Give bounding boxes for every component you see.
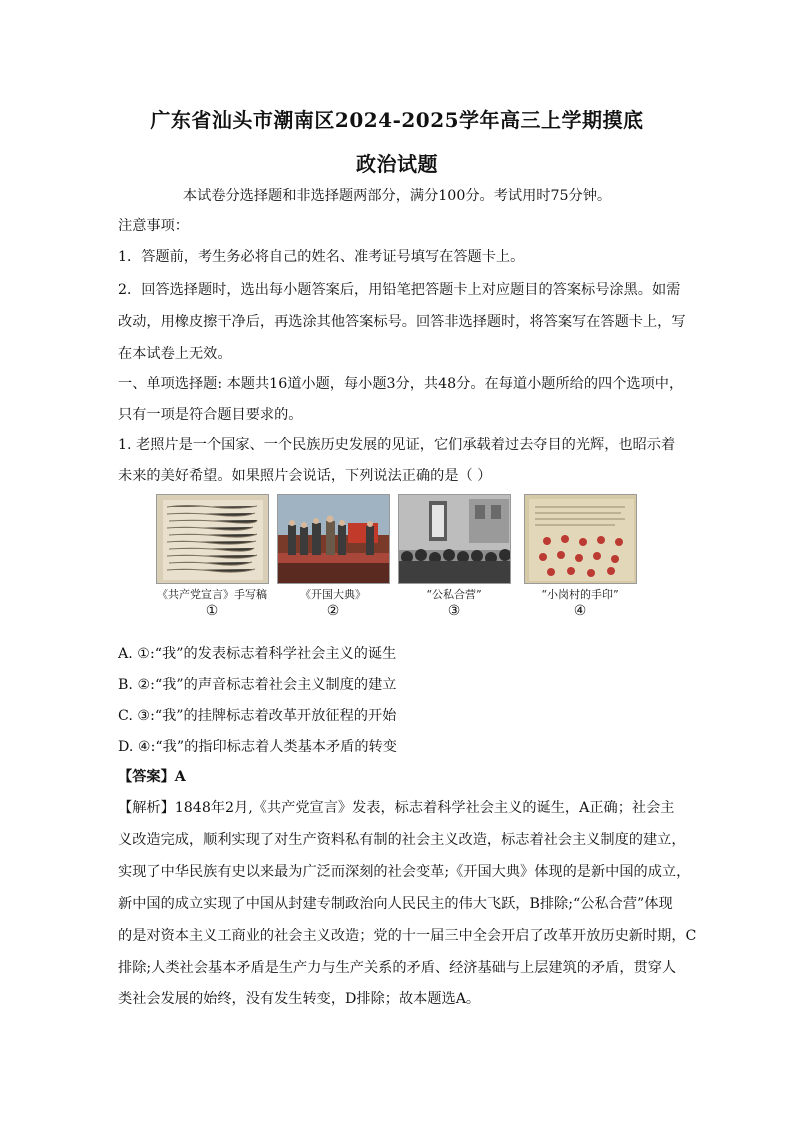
- photo-caption: “公私合营”: [426, 588, 482, 601]
- photo-number: ①: [205, 603, 219, 619]
- option-a: A. ①:“我”的发表标志着科学社会主义的诞生: [118, 646, 397, 662]
- notes-heading: 注意事项：: [118, 218, 189, 234]
- note-item-2-line: 在本试卷上无效。: [118, 346, 232, 362]
- section-heading-line: 一、单项选择题: 本题共16道小题，每小题3分，共48分。在每道小题所给的四个选项中，: [118, 376, 684, 392]
- exam-title: 广东省汕头市潮南区2024-2025学年高三上学期摸底: [150, 108, 644, 132]
- question-stem-line: 未来的美好希望。如果照片会说话，下列说法正确的是（ ）: [118, 468, 492, 484]
- photo-number: ④: [573, 603, 587, 619]
- analysis-line: 类社会发展的始终，没有发生转变，D排除；故本题选A。: [118, 991, 481, 1007]
- exam-intro: 本试卷分选择题和非选择题两部分，满分100分。考试用时75分钟。: [182, 188, 612, 204]
- note-item-1: 1．答题前，考生务必将自己的姓名、准考证号填写在答题卡上。: [118, 249, 525, 265]
- manifesto-manuscript-photo: [156, 494, 269, 584]
- photo-caption: “小岗村的手印”: [541, 588, 619, 601]
- photo-strip: [150, 494, 640, 624]
- question-stem-line: 1. 老照片是一个国家、一个民族历史发展的见证，它们承载着过去夺目的光辉，也昭示着: [118, 437, 676, 453]
- analysis-line: 【解析】1848年2月,《共产党宣言》发表，标志着科学社会主义的诞生，A正确；社会主: [118, 800, 675, 816]
- answer-label: 【答案】A: [118, 769, 186, 785]
- option-d: D. ④:“我”的指印标志着人类基本矛盾的转变: [118, 739, 397, 755]
- photo-number: ②: [326, 603, 340, 619]
- option-c: C. ③:“我”的挂牌标志着改革开放征程的开始: [118, 708, 397, 724]
- photo-number: ③: [447, 603, 461, 619]
- option-b: B. ②:“我”的声音标志着社会主义制度的建立: [118, 677, 397, 693]
- photo-caption: 《开国大典》: [300, 588, 366, 601]
- joint-venture-photo: [398, 494, 511, 584]
- xiaogang-fingerprint-photo: [524, 494, 637, 584]
- analysis-line: 的是对资本主义工商业的社会主义改造；党的十一届三中全会开启了改革开放历史新时期，C: [118, 928, 697, 944]
- note-item-2-line: 改动，用橡皮擦干净后，再选涂其他答案标号。回答非选择题时，将答案写在答题卡上，写: [118, 314, 686, 330]
- photo-caption: 《共产党宣言》手写稿: [157, 588, 267, 601]
- analysis-line: 新中国的成立实现了中国从封建专制政治向人民民主的伟大飞跃，B排除;“公私合营”体现: [118, 896, 673, 912]
- section-heading-line: 只有一项是符合题目要求的。: [118, 407, 303, 423]
- founding-ceremony-photo: [277, 494, 390, 584]
- analysis-line: 实现了中华民族有史以来最为广泛而深刻的社会变革;《开国大典》体现的是新中国的成立，: [118, 864, 691, 880]
- analysis-line: 义改造完成，顺利实现了对生产资料私有制的社会主义改造，标志着社会主义制度的建立，: [118, 832, 686, 848]
- analysis-line: 排除;人类社会基本矛盾是生产力与生产关系的矛盾、经济基础与上层建筑的矛盾，贯穿人: [118, 960, 677, 976]
- note-item-2-line: 2．回答选择题时，选出每小题答案后，用铅笔把答题卡上对应题目的答案标号涂黑。如需: [118, 282, 681, 298]
- exam-subject: 政治试题: [356, 152, 438, 176]
